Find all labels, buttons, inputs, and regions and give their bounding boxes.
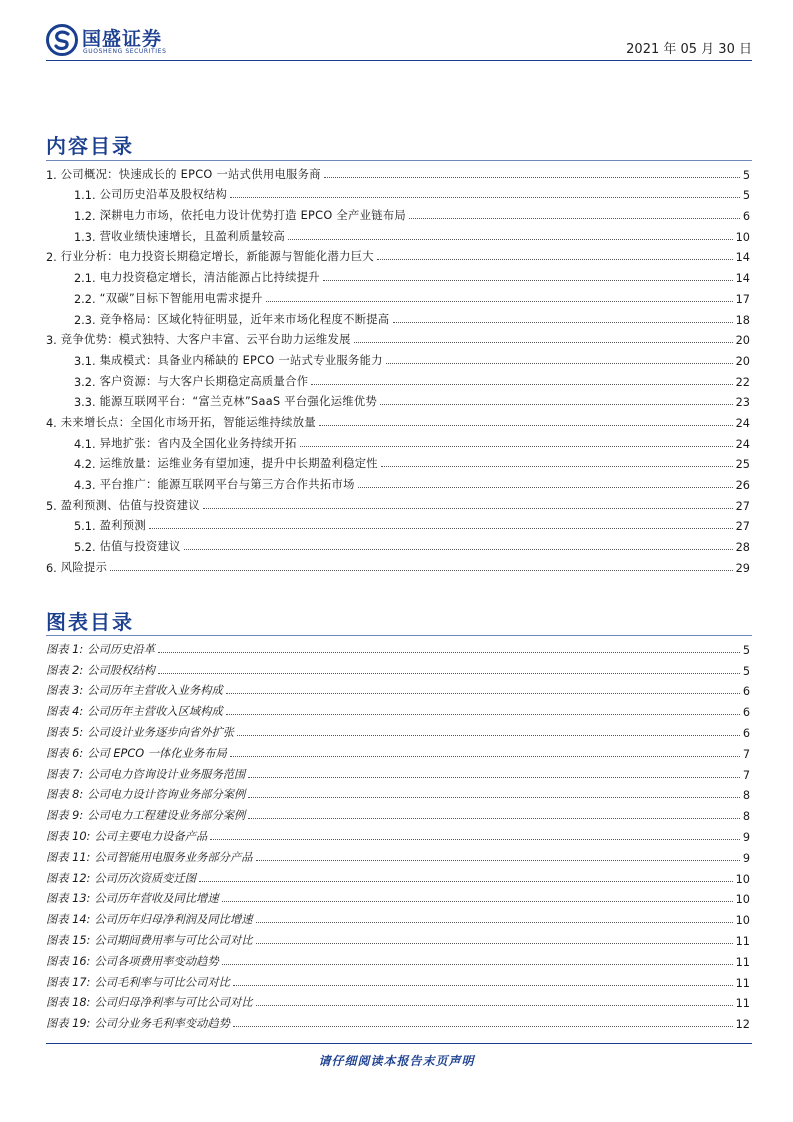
toc-entry-number: 3.2.	[74, 375, 96, 389]
toc-entry-text: 能源互联网平台：“富兰克林”SaaS 平台强化运维优势	[99, 395, 378, 409]
toc-entry[interactable]	[46, 492, 750, 513]
figure-entry-page: 8	[742, 810, 750, 824]
toc-entry-text: “双碳”目标下智能用电需求提升	[99, 291, 263, 305]
toc-entry-number: 1.3.	[74, 230, 96, 244]
toc-entry-number: 2.1.	[74, 272, 96, 286]
figure-entry-page: 6	[742, 726, 750, 740]
figure-entry-label: 图表 4:	[46, 705, 84, 719]
figure-leader-dots	[237, 735, 740, 736]
figure-entry[interactable]	[46, 823, 750, 844]
figure-entry-text: 公司主要电力设备产品	[94, 829, 208, 843]
figure-entry[interactable]	[46, 761, 750, 782]
toc-entry-number: 4.3.	[74, 479, 96, 492]
toc-entry[interactable]	[46, 202, 750, 223]
figure-leader-dots	[210, 839, 739, 840]
figure-entry-label: 图表 7:	[46, 767, 84, 781]
toc-entry-number: 4.	[46, 416, 57, 430]
toc-entry[interactable]	[46, 264, 750, 285]
toc-leader-dots	[358, 487, 733, 488]
figure-entry-text: 公司电力设计咨询业务部分案例	[87, 788, 246, 802]
figure-entry-label: 图表 15:	[46, 933, 91, 947]
figure-entry-text: 公司设计业务逐步向省外扩张	[87, 725, 235, 739]
toc-entry-number: 2.3.	[74, 313, 96, 327]
toc-entry-page: 10	[735, 230, 750, 244]
figure-entry-page: 9	[742, 830, 750, 844]
toc-entry[interactable]	[46, 409, 750, 430]
toc-leader-dots	[377, 259, 733, 260]
toc-entry-text: 异地扩张：省内及全国化业务持续开拓	[99, 436, 297, 450]
figure-entry-text: 公司历次资质变迁图	[94, 871, 197, 885]
figure-entry-text: 公司归母净利率与可比公司对比	[94, 996, 253, 1010]
figure-entry-page: 5	[742, 643, 750, 657]
figure-entry[interactable]	[46, 678, 750, 699]
toc-entry-text: 公司概况：快速成长的 EPCO 一站式供用电服务商	[60, 167, 321, 181]
figure-leader-dots	[248, 818, 739, 819]
toc-entry-text: 行业分析：电力投资长期稳定增长，新能源与智能化潜力巨大	[60, 250, 374, 264]
toc-entry-text: 盈利预测	[99, 519, 146, 533]
figure-entry-page: 8	[742, 789, 750, 803]
toc-entry[interactable]	[46, 306, 750, 327]
toc-entry-text: 竞争优势：模式独特、大客户丰富、云平台助力运维发展	[60, 333, 351, 347]
figure-entry[interactable]	[46, 802, 750, 823]
toc-entry[interactable]	[46, 347, 750, 368]
figure-entry-text: 公司各项费用率变动趋势	[94, 954, 219, 968]
toc-entry[interactable]	[46, 368, 750, 389]
toc-entry[interactable]	[46, 285, 750, 306]
figure-entry-label: 图表 12:	[46, 871, 91, 885]
figure-entry-text: 公司历年归母净利润及同比增速	[94, 913, 253, 927]
toc-leader-dots	[409, 218, 740, 219]
figure-entry-label: 图表 3:	[46, 684, 84, 698]
figure-entry-label: 图表 14:	[46, 913, 91, 927]
figure-entry[interactable]	[46, 636, 750, 657]
footer-disclaimer: 请仔细阅读本报告末页声明	[318, 1054, 475, 1068]
figure-entry-page: 6	[742, 706, 750, 720]
toc-entry-page: 20	[735, 354, 750, 368]
figure-leader-dots	[248, 777, 739, 778]
toc-leader-dots	[230, 197, 740, 198]
toc-entry-page: 20	[735, 334, 750, 348]
figure-entry-label: 图表 11:	[46, 850, 91, 864]
figure-entry-label: 图表 13:	[46, 892, 91, 906]
figures-title: 图表目录	[46, 610, 134, 634]
toc-list	[46, 161, 750, 575]
toc-entry-number: 5.1.	[74, 520, 96, 534]
figure-entry[interactable]	[46, 844, 750, 865]
toc-entry-page: 27	[735, 499, 750, 513]
toc-entry-number: 4.2.	[74, 458, 96, 472]
footer-divider	[46, 1043, 752, 1044]
figure-entry[interactable]	[46, 698, 750, 719]
toc-leader-dots	[323, 280, 733, 281]
toc-entry-text: 竞争格局：区域化特征明显，近年来市场化程度不断提高	[99, 312, 390, 326]
figure-entry[interactable]	[46, 990, 750, 1011]
figure-entry[interactable]	[46, 719, 750, 740]
brand-name: 国盛证券	[82, 28, 163, 50]
figure-entry-text: 公司智能用电服务业务部分产品	[94, 850, 253, 864]
logo-emblem-icon	[46, 24, 78, 56]
toc-entry-number: 1.2.	[74, 210, 96, 224]
toc-entry[interactable]	[46, 244, 750, 265]
figure-entry-text: 公司毛利率与可比公司对比	[94, 975, 230, 989]
toc-leader-dots	[288, 239, 733, 240]
toc-entry-text: 平台推广：能源互联网平台与第三方合作共拓市场	[99, 478, 355, 491]
toc-entry-number: 3.	[46, 334, 57, 348]
toc-entry[interactable]	[46, 182, 750, 203]
figure-entry-text: 公司电力工程建设业务部分案例	[87, 809, 246, 823]
figure-entry-page: 6	[742, 685, 750, 699]
toc-entry-page: 24	[735, 416, 750, 430]
toc-entry-text: 运维放量：运维业务有望加速，提升中长期盈利稳定性	[99, 457, 378, 471]
figure-leader-dots	[233, 1026, 733, 1027]
toc-leader-dots	[319, 425, 733, 426]
toc-entry-page: 23	[735, 396, 750, 410]
toc-entry-page: 17	[735, 292, 750, 306]
toc-entry-number: 2.2.	[74, 292, 96, 306]
figure-entry-label: 图表 9:	[46, 809, 84, 823]
toc-entry-number: 5.2.	[74, 541, 96, 555]
toc-leader-dots	[386, 363, 733, 364]
toc-entry-page: 18	[735, 313, 750, 327]
figure-entry-label: 图表 8:	[46, 788, 84, 802]
toc-leader-dots	[110, 570, 732, 571]
figure-leader-dots	[233, 985, 733, 986]
figure-entry-text: 公司历年营收及同比增速	[94, 892, 219, 906]
figure-entry[interactable]	[46, 740, 750, 761]
figure-entry-page: 10	[735, 893, 750, 907]
toc-entry-number: 4.1.	[74, 437, 96, 451]
figure-leader-dots	[256, 922, 733, 923]
toc-entry-page: 29	[735, 561, 750, 575]
toc-entry-page: 26	[735, 479, 750, 492]
toc-entry-text: 风险提示	[60, 560, 108, 574]
figure-entry-page: 11	[735, 997, 750, 1011]
figure-entry[interactable]	[46, 948, 750, 969]
figure-entry[interactable]	[46, 906, 750, 927]
figure-entry[interactable]	[46, 969, 750, 990]
figure-entry-page: 10	[735, 872, 750, 886]
toc-entry-page: 28	[735, 541, 750, 555]
toc-entry-number: 6.	[46, 561, 57, 575]
toc-entry-text: 未来增长点：全国化市场开拓，智能运维持续放量	[60, 415, 316, 429]
toc-entry-page: 14	[735, 272, 750, 286]
figure-leader-dots	[256, 1005, 733, 1006]
toc-leader-dots	[324, 177, 740, 178]
toc-leader-dots	[300, 446, 733, 447]
page-header	[46, 22, 752, 60]
toc-entry[interactable]	[46, 451, 750, 472]
figure-leader-dots	[222, 964, 733, 965]
figure-entry-page: 11	[735, 934, 750, 948]
figure-entry-label: 图表 19:	[46, 1017, 91, 1031]
toc-entry-text: 盈利预测、估值与投资建议	[60, 498, 200, 512]
toc-entry[interactable]	[46, 161, 750, 182]
toc-entry-page: 22	[735, 375, 750, 389]
toc-leader-dots	[380, 404, 733, 405]
figure-entry-text: 公司期间费用率与可比公司对比	[94, 933, 253, 947]
toc-entry-text: 深耕电力市场，依托电力设计优势打造 EPCO 全产业链布局	[99, 209, 407, 223]
toc-entry[interactable]	[46, 533, 750, 554]
toc-entry-text: 电力投资稳定增长，清洁能源占比持续提升	[99, 271, 320, 285]
figure-entry-text: 公司股权结构	[87, 663, 155, 677]
toc-entry-text: 公司历史沿革及股权结构	[99, 188, 228, 202]
company-logo	[46, 22, 206, 58]
figure-entry[interactable]	[46, 1010, 750, 1031]
figure-entry-text: 公司历史沿革	[87, 642, 155, 656]
toc-entry[interactable]	[46, 471, 750, 492]
figure-entry-label: 图表 17:	[46, 975, 91, 989]
toc-leader-dots	[149, 528, 733, 529]
figure-leader-dots	[230, 756, 740, 757]
figure-leader-dots	[256, 860, 740, 861]
toc-leader-dots	[266, 301, 733, 302]
figures-list	[46, 636, 750, 1031]
toc-entry[interactable]	[46, 223, 750, 244]
toc-entry[interactable]	[46, 513, 750, 534]
figure-entry-page: 7	[742, 768, 750, 782]
toc-entry-number: 1.1.	[74, 189, 96, 203]
toc-entry-page: 14	[735, 251, 750, 265]
figure-leader-dots	[226, 714, 740, 715]
toc-leader-dots	[203, 508, 733, 509]
figure-entry-page: 11	[735, 976, 750, 990]
toc-title: 内容目录	[46, 134, 134, 158]
toc-entry-number: 5.	[46, 499, 57, 513]
figure-leader-dots	[199, 881, 733, 882]
figure-entry-page: 12	[735, 1018, 750, 1032]
toc-leader-dots	[393, 322, 733, 323]
toc-leader-dots	[354, 342, 733, 343]
toc-leader-dots	[311, 384, 732, 385]
figure-entry[interactable]	[46, 865, 750, 886]
toc-entry-page: 27	[735, 520, 750, 534]
toc-entry-page: 6	[742, 210, 750, 224]
figure-entry[interactable]	[46, 657, 750, 678]
figure-entry-label: 图表 1:	[46, 642, 84, 656]
figure-entry-text: 公司分业务毛利率变动趋势	[94, 1017, 230, 1031]
figure-entry-label: 图表 5:	[46, 725, 84, 739]
figure-entry[interactable]	[46, 886, 750, 907]
toc-entry-number: 3.1.	[74, 354, 96, 368]
figure-leader-dots	[158, 673, 740, 674]
figure-entry-text: 公司电力咨询设计业务服务范围	[87, 767, 246, 781]
toc-entry-text: 营收业绩快速增长，且盈利质量较高	[99, 229, 286, 243]
toc-entry-text: 客户资源：与大客户长期稳定高质量合作	[99, 374, 309, 388]
toc-leader-dots	[184, 549, 733, 550]
figure-entry-text: 公司历年主营收入区域构成	[87, 705, 223, 719]
figure-leader-dots	[158, 652, 740, 653]
toc-entry-number: 2.	[46, 251, 57, 265]
header-divider	[46, 60, 752, 61]
toc-entry-number: 3.3.	[74, 396, 96, 410]
figure-entry-page: 5	[742, 664, 750, 678]
toc-entry-number: 1.	[46, 168, 57, 182]
figure-entry-page: 7	[742, 747, 750, 761]
figure-entry-page: 10	[735, 914, 750, 928]
toc-entry-page: 5	[742, 168, 750, 182]
figure-entry[interactable]	[46, 927, 750, 948]
figure-entry-page: 9	[742, 851, 750, 865]
toc-entry[interactable]	[46, 327, 750, 348]
figure-entry-page: 11	[735, 955, 750, 969]
figure-entry-label: 图表 10:	[46, 829, 91, 843]
figure-leader-dots	[248, 797, 739, 798]
figure-leader-dots	[256, 943, 733, 944]
figure-entry-text: 公司 EPCO 一体化业务布局	[87, 746, 227, 760]
brand-name-english: GUOSHENG SECURITIES	[83, 48, 167, 55]
figure-entry[interactable]	[46, 782, 750, 803]
toc-entry[interactable]	[46, 554, 750, 575]
figure-entry-label: 图表 16:	[46, 954, 91, 968]
report-date: 2021 年 05 月 30 日	[626, 42, 752, 57]
figure-leader-dots	[226, 693, 740, 694]
toc-entry[interactable]	[46, 389, 750, 410]
toc-entry-text: 估值与投资建议	[99, 540, 181, 554]
figure-entry-label: 图表 6:	[46, 746, 84, 760]
figure-entry-label: 图表 2:	[46, 663, 84, 677]
toc-entry-page: 25	[735, 458, 750, 472]
toc-entry-page: 5	[742, 189, 750, 203]
toc-entry-text: 集成模式：具备业内稀缺的 EPCO 一站式专业服务能力	[99, 353, 383, 367]
toc-entry-page: 24	[735, 437, 750, 451]
figure-entry-text: 公司历年主营收入业务构成	[87, 684, 223, 698]
figure-leader-dots	[222, 901, 733, 902]
toc-entry[interactable]	[46, 430, 750, 451]
figure-entry-label: 图表 18:	[46, 996, 91, 1010]
toc-leader-dots	[381, 466, 733, 467]
